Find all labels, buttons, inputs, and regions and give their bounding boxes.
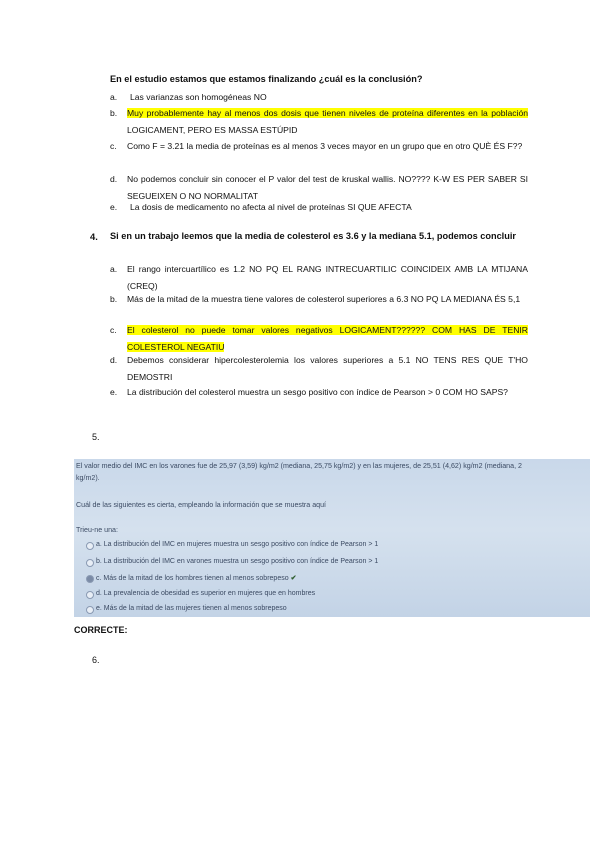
q4-median-value: 5.1: [418, 231, 432, 241]
option-c-text: c. Más de la mitad de los hombres tienen al menos sobrepeso: [96, 575, 289, 582]
radio-option-b[interactable]: [86, 559, 94, 567]
option-text: Más de la mitad de la muestra tiene valores de colesterol superiores a 6.3 NO PQ LA MEDIANA ÉS 5,1: [127, 294, 521, 304]
option-text: La distribución del colesterol muestra un sesgo positivo con índice de Pearson > 0 COM HO SAPS?: [127, 387, 508, 397]
q4-mean-value: 3.6: [345, 231, 359, 241]
option-text: Las varianzas son homogéneas NO: [130, 92, 267, 102]
q4-text-c: y la mediana: [358, 231, 419, 241]
q5-number: 5.: [92, 432, 100, 442]
check-icon: ✔: [290, 575, 297, 582]
q3-question: En el estudio estamos que estamos finalizando ¿cuál es la conclusión?: [110, 74, 423, 84]
option-comment: LOGICAMENT, PERO ES MASSA ESTÚPID: [127, 125, 298, 135]
q4-option-e: [110, 384, 528, 401]
radio-option-e[interactable]: [86, 606, 94, 614]
option-text: No podemos concluir sin conocer el P valor del test de kruskal wallis. NO???? K-W ES PER SABER SI SEGUEIXEN O NO NORMALITAT: [127, 174, 528, 201]
q4-option-a: [110, 261, 528, 295]
option-text: Como F = 3.21 la media de proteínas es al menos 3 veces mayor en un grupo que en otro QUÈ ÉS F??: [127, 141, 523, 151]
option-letter: c.: [110, 325, 117, 335]
option-letter: a.: [110, 264, 118, 274]
option-text: La dosis de medicamento no afecta al nivel de proteínas SI QUE AFECTA: [130, 202, 412, 212]
q4-text-a: Si en un trabajo leemos que la media de colesterol es: [110, 231, 346, 241]
option-letter: b.: [110, 294, 118, 304]
option-letter: e.: [110, 387, 118, 397]
screenshot-choose-label: Trieu-ne una:: [76, 526, 118, 534]
screenshot-prompt: Cuál de las siguientes es cierta, empleando la información que se muestra aquí: [76, 501, 326, 509]
highlighted-text: El colesterol no puede tomar valores negativos LOGICAMENT?????? COM HAS DE TENIR COLESTEROL NEGATIU: [127, 325, 528, 352]
option-letter: b.: [110, 108, 118, 118]
option-letter: e.: [110, 202, 118, 212]
screenshot-option-e: e. Más de la mitad de las mujeres tienen al menos sobrepeso: [96, 605, 287, 612]
q3-option-e: [110, 199, 528, 216]
q4-option-b: [110, 291, 528, 308]
option-letter: c.: [110, 141, 117, 151]
screenshot-text-line1: El valor medio del IMC en los varones fue de 25,97 (3,59) kg/m2 (mediana, 25,75 kg/m2) y en las mujeres, de 25,51 (4,62) kg/m2 (mediana, 2: [76, 462, 522, 470]
screenshot-option-d: d. La prevalencia de obesidad es superior en mujeres que en hombres: [96, 590, 316, 597]
q6-number: 6.: [92, 655, 100, 665]
option-letter: d.: [110, 355, 118, 365]
q4-option-d: [110, 352, 528, 386]
option-letter: d.: [110, 174, 118, 184]
correct-label: CORRECTE:: [74, 625, 128, 635]
radio-option-c[interactable]: [86, 575, 94, 583]
q3-option-a: [110, 89, 528, 106]
q4-text-e: , podemos concluir: [431, 231, 516, 241]
highlighted-text: Muy probablemente hay al menos dos dosis que tienen niveles de proteína diferentes en la población: [127, 108, 528, 118]
radio-option-a[interactable]: [86, 542, 94, 550]
q3-option-c: [110, 138, 528, 155]
option-text: Debemos considerar hipercolesterolemia los valores superiores a 5.1 NO TENS RES QUE T'HO DEMOSTRI: [127, 355, 528, 382]
screenshot-option-a: a. La distribución del IMC en mujeres muestra un sesgo positivo con índice de Pearson > 1: [96, 541, 379, 548]
radio-option-d[interactable]: [86, 591, 94, 599]
screenshot-option-c: [96, 574, 296, 582]
screenshot-option-b: b. La distribución del IMC en varones muestra un sesgo positivo con índice de Pearson > 1: [96, 558, 379, 565]
screenshot-text-line2: kg/m2).: [76, 474, 100, 482]
option-letter: a.: [110, 92, 118, 102]
q4-question: [110, 228, 528, 245]
q3-option-b: [110, 105, 528, 139]
option-text: El rango intercuartílico es 1.2 NO PQ EL RANG INTRECUARTILIC COINCIDEIX AMB LA MTIJANA (CREQ): [127, 264, 528, 291]
embedded-quiz-screenshot: [74, 459, 590, 617]
q4-number: 4.: [90, 231, 98, 242]
q4-option-c: [110, 322, 528, 356]
